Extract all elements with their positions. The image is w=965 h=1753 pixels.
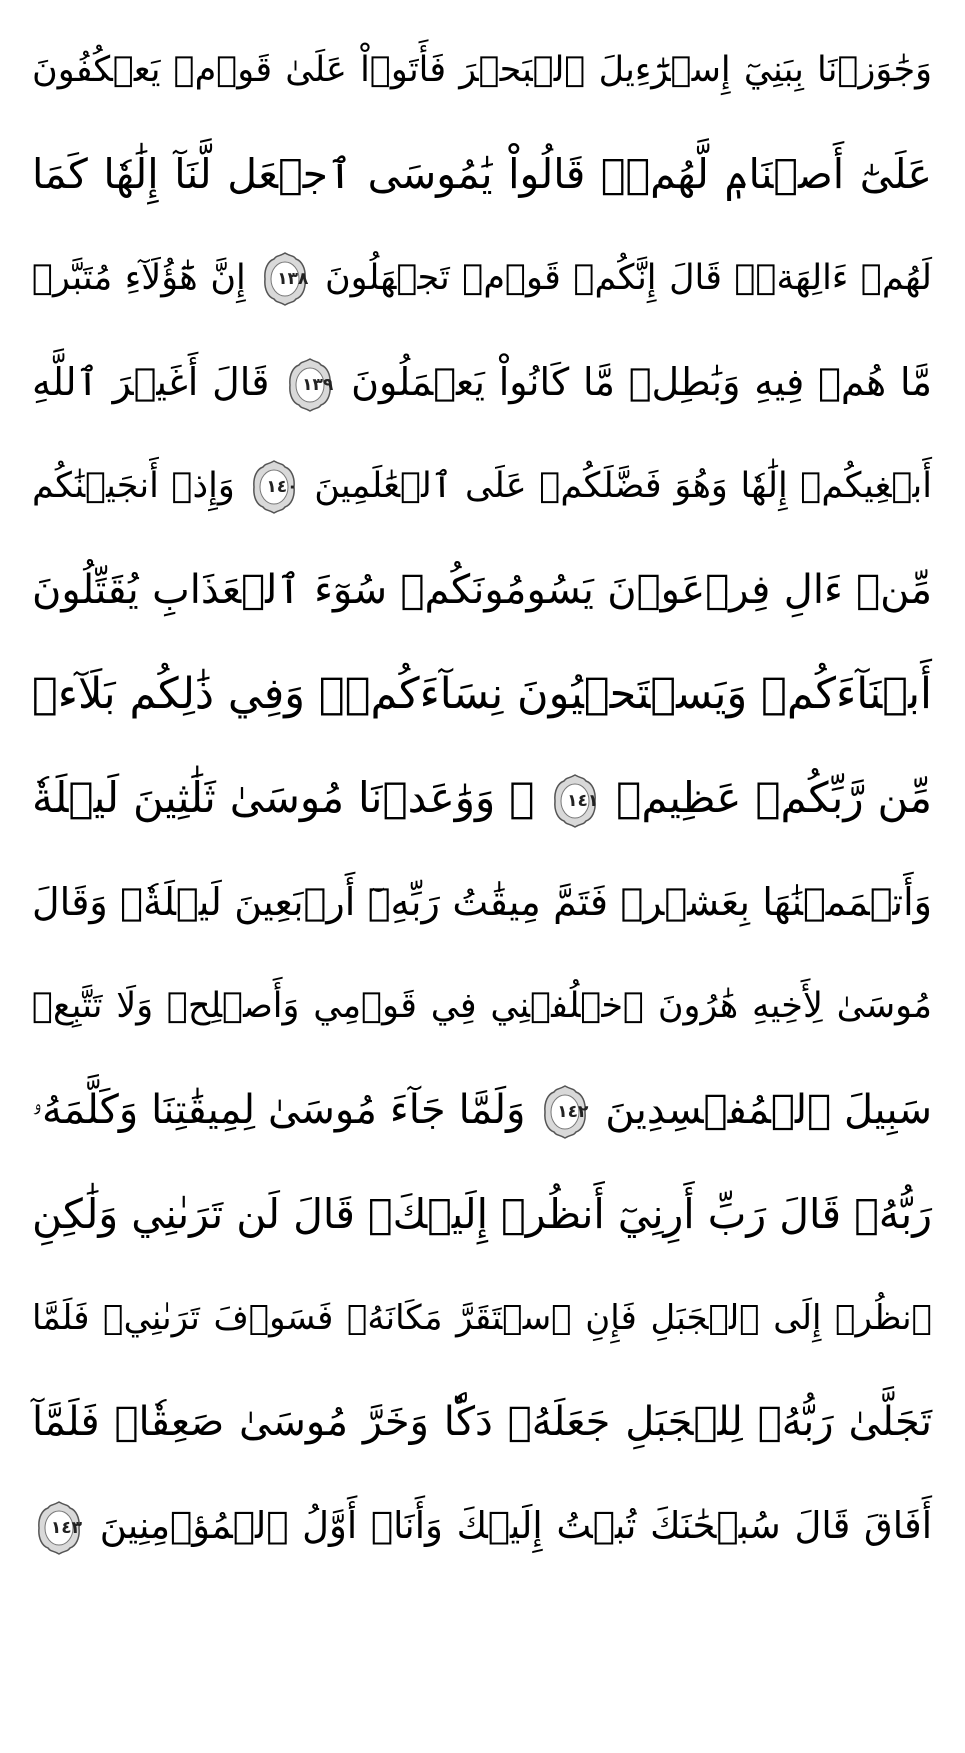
verse-line-8 (32, 748, 932, 848)
ayah-number: ١٤٢ (557, 1102, 589, 1122)
ayah-number-marker (36, 1500, 82, 1556)
ayah-number-marker (287, 357, 333, 413)
line-text: مِّنۡ ءَالِ فِرۡعَوۡنَ يَسُومُونَكُمۡ سُوٓءَ ٱلۡعَذَابِ يُقَتِّلُونَ (32, 567, 932, 613)
verse-line-6 (32, 540, 932, 640)
ayah-number: ١٣٨ (277, 269, 309, 289)
verse-line-5 (32, 436, 932, 536)
line-text-after: ۞ وَوَٰعَدۡنَا مُوسَىٰ ثَلَٰثِينَ لَيۡلَةٗ (32, 773, 535, 822)
ayah-number: ١٤٠ (266, 477, 298, 497)
line-text: تَجَلَّىٰ رَبُّهُۥ لِلۡجَبَلِ جَعَلَهُۥ دَكّٗا وَخَرَّ مُوسَىٰ صَعِقٗاۚ فَلَمَّآ (32, 1399, 932, 1445)
line-text: عَلَىٰٓ أَصۡنَامٖ لَّهُمۡۚ قَالُواْ يَٰمُوسَى ٱجۡعَل لَّنَآ إِلَٰهٗا كَمَا (32, 150, 932, 198)
verse-line-9 (32, 852, 932, 952)
line-text: رَبُّهُۥ قَالَ رَبِّ أَرِنِيٓ أَنظُرۡ إِلَيۡكَۚ قَالَ لَن تَرَىٰنِي وَلَٰكِنِ (32, 1190, 932, 1238)
verse-line-1 (32, 20, 932, 120)
line-text: أَفَاقَ قَالَ سُبۡحَٰنَكَ تُبۡتُ إِلَيۡكَ وَأَنَا۠ أَوَّلُ ٱلۡمُؤۡمِنِينَ (99, 1504, 932, 1547)
line-text: أَبۡنَآءَكُمۡ وَيَسۡتَحۡيُونَ نِسَآءَكُمۡۚ وَفِي ذَٰلِكُم بَلَآءٞ (32, 669, 932, 719)
ayah-number-marker (251, 459, 297, 515)
line-text: سَبِيلَ ٱلۡمُفۡسِدِينَ (605, 1087, 933, 1133)
verse-line-15 (32, 1476, 932, 1576)
line-text: مُوسَىٰ لِأَخِيهِ هَٰرُونَ ٱخۡلُفۡنِي فِي قَوۡمِي وَأَصۡلِحۡ وَلَا تَتَّبِعۡ (32, 986, 932, 1026)
verse-line-11 (32, 1060, 932, 1160)
ayah-number: ١٤١ (567, 790, 599, 811)
line-text-after: إِنَّ هَٰٓؤُلَآءِ مُتَبَّرٞ (32, 258, 246, 298)
verse-line-14 (32, 1372, 932, 1472)
verse-line-4 (32, 332, 932, 432)
verse-line-13 (32, 1268, 932, 1368)
ayah-number-marker (542, 1084, 588, 1140)
verse-line-10 (32, 956, 932, 1056)
line-text: أَبۡغِيكُمۡ إِلَٰهٗا وَهُوَ فَضَّلَكُمۡ عَلَى ٱلۡعَٰلَمِينَ (314, 466, 932, 506)
verse-line-7 (32, 644, 932, 744)
line-text: مِّن رَّبِّكُمۡ عَظِيمٞ (616, 773, 932, 822)
line-text-after: قَالَ أَغَيۡرَ ٱللَّهِ (32, 360, 270, 404)
ayah-number-marker (262, 251, 308, 307)
line-text-after: وَلَمَّا جَآءَ مُوسَىٰ لِمِيقَٰتِنَا وَكَلَّمَهُۥ (32, 1087, 526, 1133)
verse-line-2 (32, 124, 932, 224)
ayah-number: ١٤٣ (50, 1517, 82, 1538)
line-text: مَّا هُمۡ فِيهِ وَبَٰطِلٞ مَّا كَانُواْ يَعۡمَلُونَ (351, 360, 932, 404)
line-text: لَهُمۡ ءَالِهَةٞۚ قَالَ إِنَّكُمۡ قَوۡمٞ تَجۡهَلُونَ (324, 258, 932, 298)
line-text: ٱنظُرۡ إِلَى ٱلۡجَبَلِ فَإِنِ ٱسۡتَقَرَّ مَكَانَهُۥ فَسَوۡفَ تَرَىٰنِيۚ فَلَمَّا (32, 1298, 932, 1338)
ayah-number: ١٣٩ (302, 374, 334, 395)
line-text: وَأَتۡمَمۡنَٰهَا بِعَشۡرٖ فَتَمَّ مِيقَٰتُ رَبِّهِۦٓ أَرۡبَعِينَ لَيۡلَةٗۚ وَقَالَ (32, 880, 932, 924)
line-text: وَجَٰوَزۡنَا بِبَنِيٓ إِسۡرَٰٓءِيلَ ٱلۡبَحۡرَ فَأَتَوۡاْ عَلَىٰ قَوۡمٖ يَعۡكُفُونَ (32, 50, 932, 90)
verse-line-3 (32, 228, 932, 328)
ayah-number-marker (552, 773, 598, 829)
line-text-after: وَإِذۡ أَنجَيۡنَٰكُم (32, 466, 235, 506)
verse-line-12 (32, 1164, 932, 1264)
